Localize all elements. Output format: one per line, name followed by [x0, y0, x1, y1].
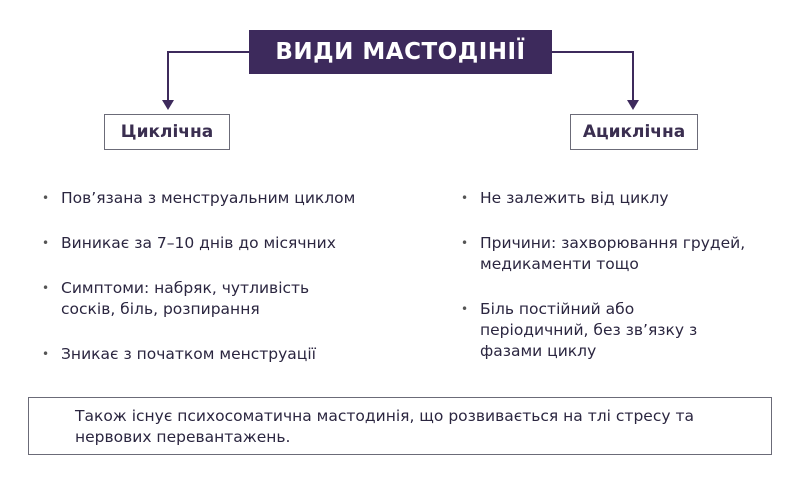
- note-box: [28, 397, 772, 455]
- list-item: • Зникає з початком менструації: [42, 344, 372, 365]
- right-arrowhead: [627, 100, 639, 110]
- list-item: • Виникає за 7–10 днів до місячних: [42, 233, 372, 254]
- cyclic-list: [42, 188, 372, 389]
- acyclic-list: [461, 188, 791, 386]
- left-arrowhead: [162, 100, 174, 110]
- diagram-title: ВИДИ МАСТОДІНІЇ: [275, 39, 526, 65]
- title-box: [249, 30, 552, 74]
- note-text: Також існує психосоматична мастодинія, що розвивається на тлі стресу та нервових перевантажень.: [75, 407, 694, 446]
- list-item: • Пов’язана з менструальним циклом: [42, 188, 372, 209]
- list-item: • Не залежить від циклу: [461, 188, 791, 209]
- category-label-acyclic: Ациклічна: [582, 122, 686, 142]
- category-box-acyclic: [570, 114, 698, 150]
- left-connector-line: [168, 52, 249, 102]
- list-item: • Біль постійний або періодичний, без зв’язку з фазами циклу: [461, 299, 720, 362]
- list-item: • Причини: захворювання грудей, медикаменти тощо: [461, 233, 790, 275]
- list-item: • Симптоми: набряк, чутливість сосків, біль, розпирання: [42, 278, 351, 320]
- right-connector-line: [552, 52, 633, 102]
- category-box-cyclic: [104, 114, 230, 150]
- category-label-cyclic: Циклічна: [120, 122, 214, 142]
